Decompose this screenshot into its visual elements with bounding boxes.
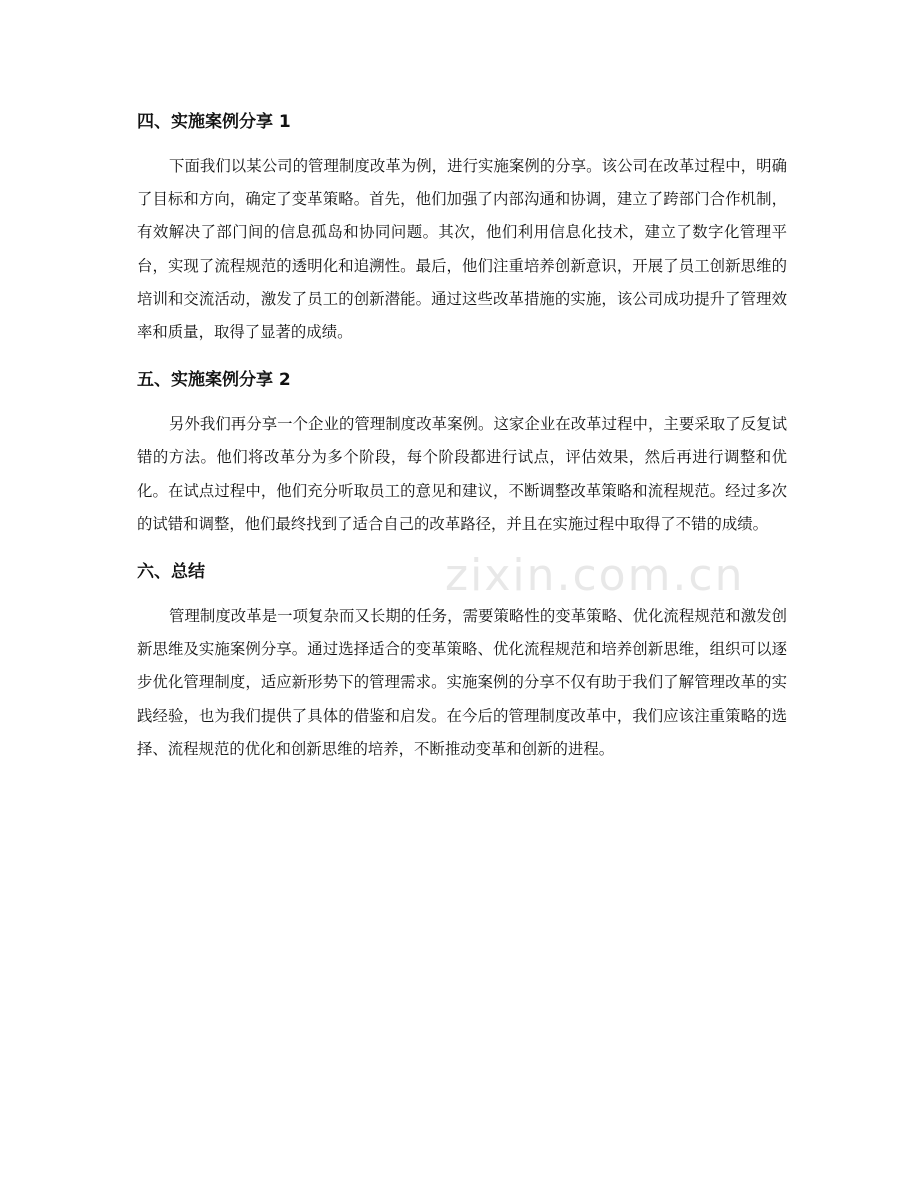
section-heading-case-2: 五、实施案例分享 2	[137, 370, 291, 391]
section-paragraph-summary: 管理制度改革是一项复杂而又长期的任务，需要策略性的变革策略、优化流程规范和激发创新思维及实施案例分享。通过选择适合的变革策略、优化流程规范和培养创新思维，组织可以逐步优化管理制度，适应新形势下的管理需求。实施案例的分享不仅有助于我们了解管理改革的实践经验，也为我们提供了具体的借鉴和启发。在今后的管理制度改革中，我们应该注重策略的选择、流程规范的优化和创新思维的培养，不断推动变革和创新的进程。	[137, 607, 787, 758]
section-paragraph-case-1: 下面我们以某公司的管理制度改革为例，进行实施案例的分享。该公司在改革过程中，明确了目标和方向，确定了变革策略。首先，他们加强了内部沟通和协调，建立了跨部门合作机制，有效解决了部门间的信息孤岛和协同问题。其次，他们利用信息化技术，建立了数字化管理平台，实现了流程规范的透明化和追溯性。最后，他们注重培养创新意识，开展了员工创新思维的培训和交流活动，激发了员工的创新潜能。通过这些改革措施的实施，该公司成功提升了管理效率和质量，取得了显著的成绩。	[137, 157, 787, 342]
section-heading-summary: 六、总结	[137, 562, 205, 583]
section-paragraph-case-2: 另外我们再分享一个企业的管理制度改革案例。这家企业在改革过程中，主要采取了反复试错的方法。他们将改革分为多个阶段，每个阶段都进行试点，评估效果，然后再进行调整和优化。在试点过程中，他们充分听取员工的意见和建议，不断调整改革策略和流程规范。经过多次的试错和调整，他们最终找到了适合自己的改革路径，并且在实施过程中取得了不错的成绩。	[137, 415, 787, 533]
section-heading-case-1: 四、实施案例分享 1	[137, 112, 291, 132]
watermark: zixin.com.cn	[445, 550, 745, 601]
document-content	[137, 105, 787, 780]
